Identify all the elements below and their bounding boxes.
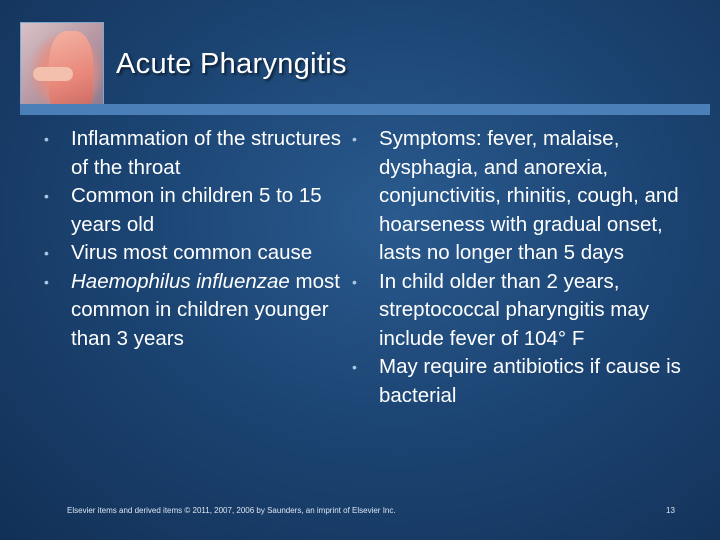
bullet-item [352, 268, 690, 354]
left-bullet-list [44, 125, 344, 353]
right-bullet-list [352, 125, 690, 410]
bullet-icon: • [44, 245, 49, 261]
bullet-item [352, 125, 690, 268]
bullet-text: May require antibiotics if cause is bacterial [379, 355, 681, 407]
bullet-text: Symptoms: fever, malaise, dysphagia, and anorexia, conjunctivitis, rhinitis, cough, and hoarseness with gradual onset, lasts no longer than 5 days [379, 127, 679, 264]
bullet-icon: • [352, 359, 357, 375]
title-photo [20, 22, 104, 106]
bullet-item [44, 182, 344, 239]
bullet-text: Virus most common cause [71, 241, 313, 264]
bullet-item [44, 268, 344, 354]
slide-title: Acute Pharyngitis [116, 48, 347, 80]
bullet-text: In child older than 2 years, streptococcal pharyngitis may include fever of 104° F [379, 269, 650, 350]
page-number: 13 [666, 506, 675, 515]
organism-name: Haemophilus influenzae [71, 269, 290, 293]
bullet-item [44, 239, 344, 268]
photo-hand-shape [33, 67, 73, 81]
bullet-icon: • [44, 273, 49, 290]
bullet-text: Inflammation of the structures of the throat [71, 127, 342, 179]
bullet-text: most common in children younger than 3 years [71, 269, 340, 350]
bullet-item [352, 353, 690, 410]
bullet-icon: • [352, 273, 357, 290]
title-rule [20, 104, 710, 115]
bullet-text: Common in children 5 to 15 years old [71, 184, 322, 236]
right-column [352, 125, 690, 410]
bullet-item [44, 125, 344, 182]
bullet-icon: • [44, 131, 49, 147]
left-column [44, 125, 344, 353]
copyright-footer: Elsevier items and derived items © 2011, 2007, 2006 by Saunders, an imprint of Elsevier Inc. [67, 506, 396, 515]
bullet-icon: • [44, 188, 49, 204]
bullet-icon: • [352, 131, 357, 147]
